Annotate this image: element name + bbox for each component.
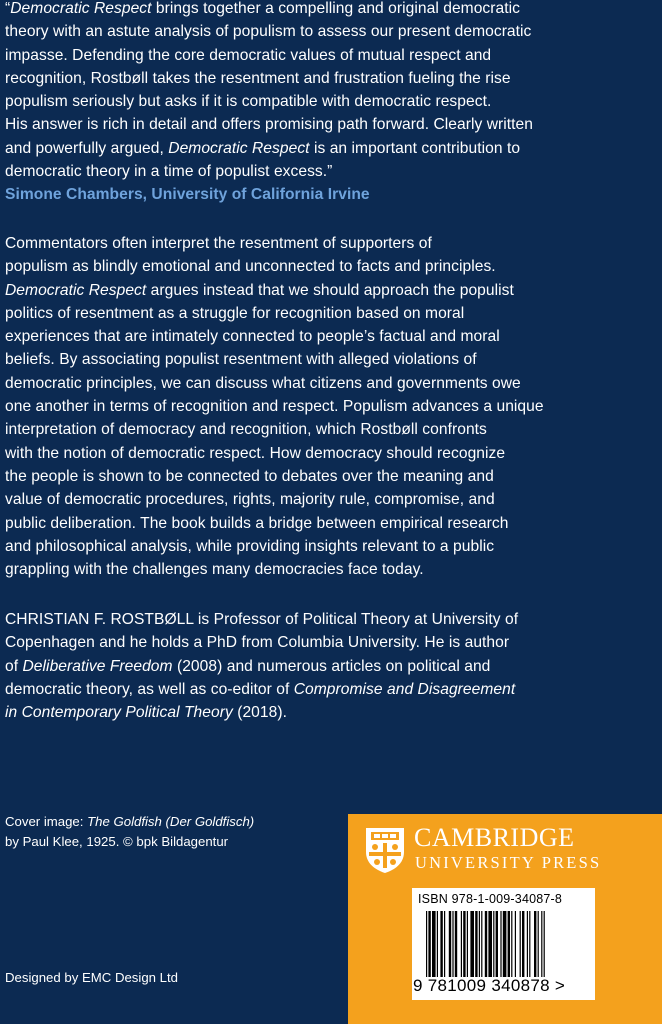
barcode-bar — [508, 911, 510, 977]
barcode-bar — [461, 911, 462, 977]
text-line: populism as blindly emotional and unconnected to facts and principles. — [5, 258, 496, 276]
italic-title: Compromise and Disagreement — [293, 680, 516, 698]
text-line: the people is shown to be connected to debates over the meaning and — [5, 467, 494, 485]
text-line: by Paul Klee, 1925. © bpk Bildagentur — [5, 833, 229, 849]
barcode-bar — [426, 911, 427, 977]
barcode-bar — [455, 911, 457, 977]
barcode-bar — [467, 911, 468, 977]
text-line: public deliberation. The book builds a bridge between empirical research — [5, 514, 509, 532]
barcode-bar — [475, 911, 477, 977]
italic-title: Deliberative Freedom — [22, 657, 173, 675]
cover-image-credit — [5, 812, 254, 851]
text-line: democratic principles, we can discuss what citizens and governments owe — [5, 374, 521, 392]
text-line: Cover image: The Goldfish (Der Goldfisch) — [5, 814, 255, 829]
barcode-bar — [544, 911, 545, 977]
barcode-bar — [522, 911, 524, 977]
barcode-bar — [534, 911, 536, 977]
barcode-bar — [440, 911, 442, 977]
designer-credit: Designed by EMC Design Ltd — [5, 970, 178, 985]
publisher-panel — [348, 814, 662, 1024]
barcode-bar — [541, 911, 542, 977]
barcode-bar — [496, 911, 498, 977]
barcode-bars — [426, 911, 588, 977]
barcode-bar — [493, 911, 494, 977]
barcode-bar — [432, 911, 436, 977]
text-line: democratic theory, as well as co-editor of Compromise and Disagreement — [5, 680, 516, 698]
praise-quote-text — [5, 0, 645, 183]
publisher-subname: UNIVERSITY PRESS — [415, 853, 602, 872]
text-line: theory with an astute analysis of populism to assess our present democratic — [5, 23, 532, 41]
barcode-bar — [428, 911, 430, 977]
text-line: value of democratic procedures, rights, majority rule, compromise, and — [5, 491, 495, 509]
barcode-bar — [481, 911, 482, 977]
praise-attribution: Simone Chambers, University of California Irvine — [5, 186, 370, 204]
barcode-bar — [503, 911, 507, 977]
text-line: experiences that are intimately connected to people’s factual and moral — [5, 328, 500, 346]
text-line: and powerfully argued, Democratic Respect is an important contribution to — [5, 139, 521, 157]
text-line: with the notion of democratic respect. How democracy should recognize — [5, 444, 506, 462]
italic-title: in Contemporary Political Theory — [5, 704, 233, 722]
text-line: CHRISTIAN F. ROSTBØLL is Professor of Political Theory at University of — [5, 611, 519, 628]
barcode-bar — [488, 911, 492, 977]
publisher-name: CAMBRIDGE — [414, 823, 575, 852]
author-bio — [5, 608, 645, 724]
barcode-bar — [479, 911, 480, 977]
barcode-bar — [437, 911, 438, 977]
barcode-bar — [529, 911, 530, 977]
cambridge-crest-icon — [364, 826, 406, 874]
barcode-bar — [527, 911, 528, 977]
italic-title: Democratic Respect — [5, 281, 147, 299]
text-line: interpretation of democracy and recognition, which Rostbøll confronts — [5, 421, 487, 439]
text-line: one another in terms of recognition and respect. Populism advances a unique — [5, 398, 544, 416]
text-line: of Deliberative Freedom (2008) and numerous articles on political and — [5, 657, 491, 675]
isbn-label: ISBN 978-1-009-34087-8 — [418, 892, 563, 906]
italic-title: Democratic Respect — [10, 0, 152, 17]
barcode-bar — [485, 911, 487, 977]
barcode-bar — [515, 911, 516, 977]
book-description — [5, 232, 645, 581]
text-line: in Contemporary Political Theory (2018). — [5, 704, 287, 722]
text-line: recognition, Rostbøll takes the resentment and frustration fueling the rise — [5, 69, 511, 87]
text-line: democratic theory in a time of populist excess.” — [5, 163, 333, 181]
barcode-bar — [500, 911, 501, 977]
text-line: Democratic Respect argues instead that we should approach the populist — [5, 281, 514, 299]
text-line: and philosophical analysis, while providing insights relevant to a public — [5, 537, 495, 555]
text-line: politics of resentment as a struggle for recognition based on moral — [5, 304, 465, 322]
isbn-barcode — [412, 888, 595, 1000]
italic-title: The Goldfish (Der Goldfisch) — [87, 814, 255, 829]
text-line: grappling with the challenges many democracies face today. — [5, 561, 424, 579]
text-line: beliefs. By associating populist resentment with alleged violations of — [5, 351, 477, 369]
text-line: His answer is rich in detail and offers promising path forward. Clearly written — [5, 116, 533, 134]
text-line: “Democratic Respect brings together a compelling and original democratic — [5, 0, 520, 17]
barcode-bar — [470, 911, 474, 977]
barcode-bar — [463, 911, 465, 977]
barcode-bar — [520, 911, 521, 977]
barcode-bar — [452, 911, 453, 977]
barcode-bar — [538, 911, 539, 977]
barcode-bar — [511, 911, 512, 977]
italic-title: Democratic Respect — [168, 139, 310, 157]
barcode-bar — [444, 911, 445, 977]
praise-quote — [5, 0, 645, 207]
text-line: populism seriously but asks if it is compatible with democratic respect. — [5, 93, 492, 111]
text-line: Commentators often interpret the resentment of supporters of — [5, 235, 432, 252]
text-line: impasse. Defending the core democratic values of mutual respect and — [5, 46, 492, 64]
text-line: Copenhagen and he holds a PhD from Columbia University. He is author — [5, 634, 510, 652]
barcode-bar — [449, 911, 451, 977]
barcode-digits: 9 781009 340878 > — [413, 976, 566, 995]
